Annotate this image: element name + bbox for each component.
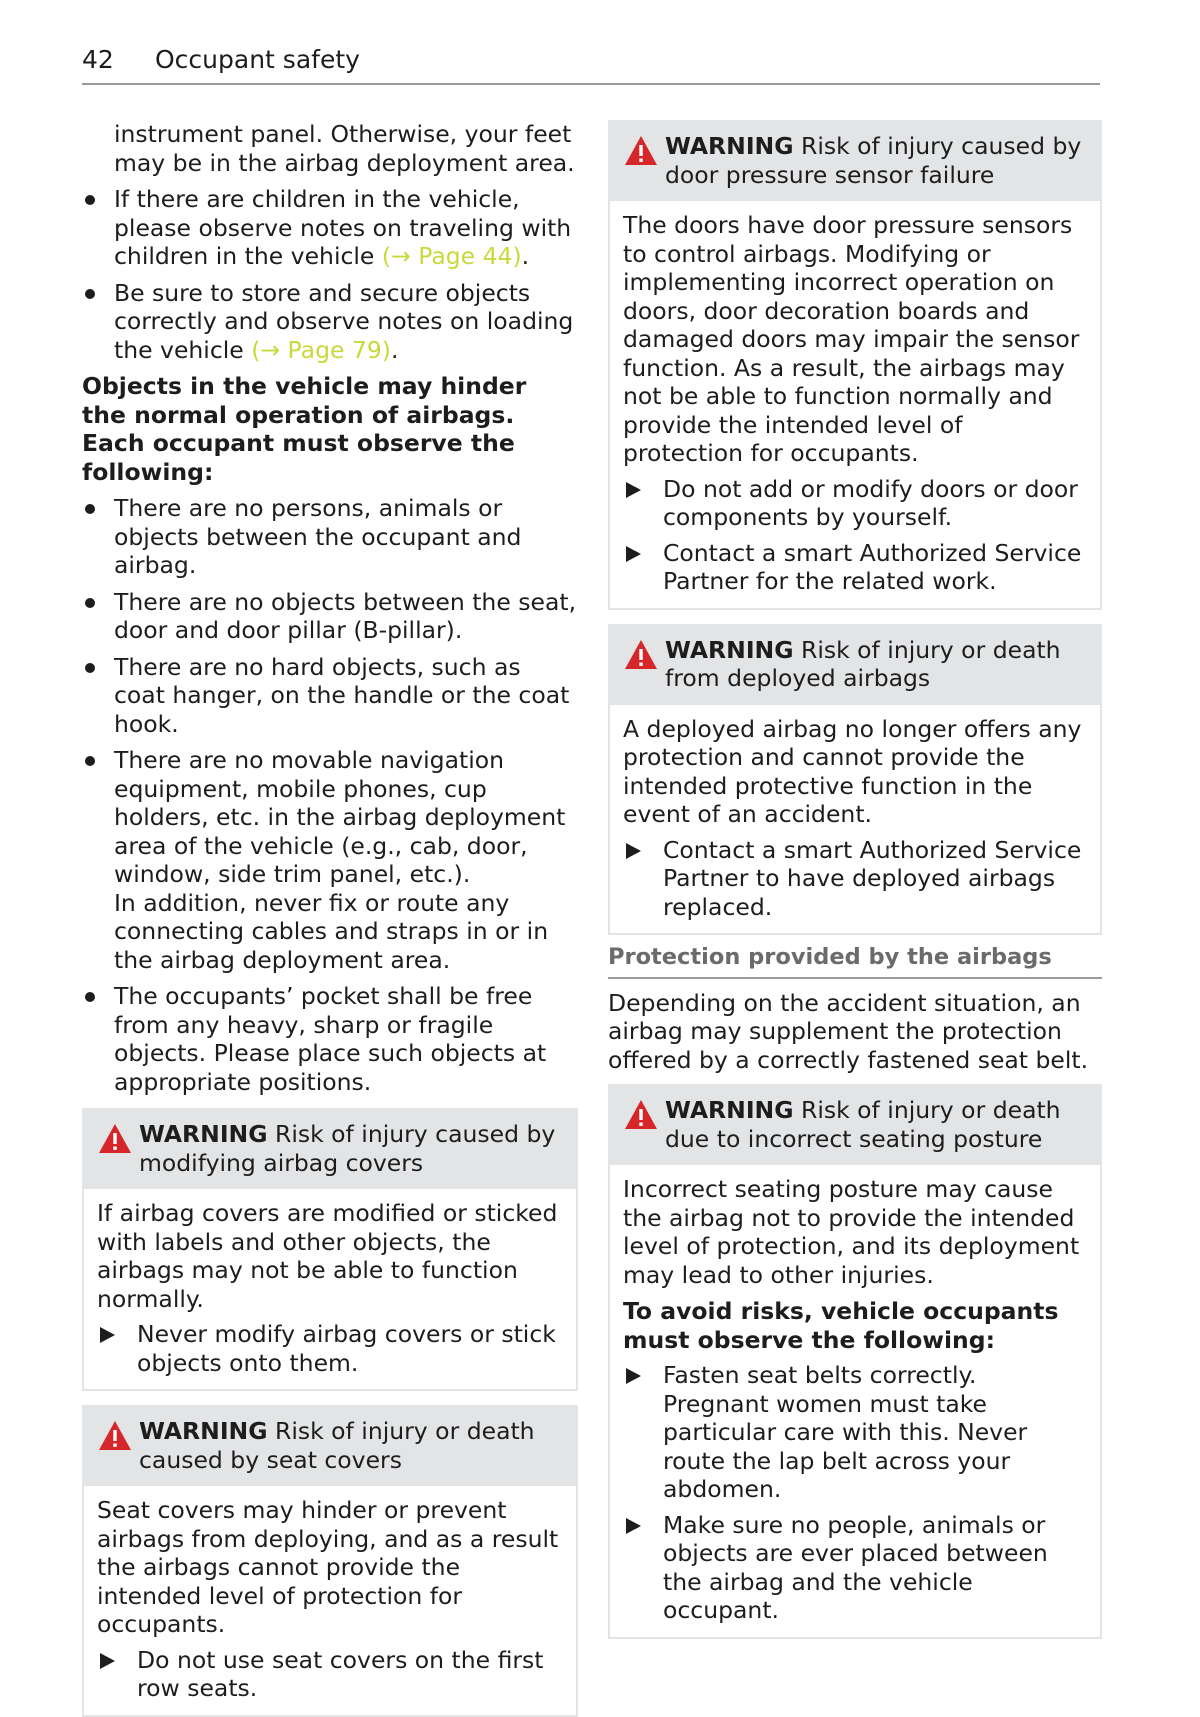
list-item xyxy=(82,494,578,580)
warning-header xyxy=(610,1086,1100,1165)
list-item xyxy=(82,982,578,1096)
list-item-text: The occupants’ pocket shall be free from any heavy, sharp or fragile objects. Please place such objects at appropriate positions. xyxy=(114,982,547,1096)
list-item-text: There are no objects between the seat, door and door pillar (B-pillar). xyxy=(114,587,577,644)
warning-triangle-icon xyxy=(624,1099,658,1130)
page-link[interactable]: (→ Page 44) xyxy=(381,242,522,270)
warning-triangle-icon xyxy=(624,639,658,670)
warning-text: The doors have door pressure sensors to control airbags. Modifying or implementing incorrect operation on doors, door decoration boards and damaged doors may impair the sensor function. As a result, the airbags may not be able to function normally and provide the intended level of protection for occupants. xyxy=(623,211,1080,467)
right-column xyxy=(608,120,1102,1639)
bullet-icon xyxy=(85,992,95,1002)
warning-header xyxy=(84,1407,576,1486)
instruction-text: Do not use seat covers on the first row seats. xyxy=(137,1645,544,1702)
arrow-right-icon xyxy=(626,843,641,859)
warning-title: Risk of injury or death from deployed airbags xyxy=(665,635,1061,692)
warning-box xyxy=(82,1108,578,1391)
page-header xyxy=(82,45,1100,85)
left-column xyxy=(82,120,578,1717)
list-item-tail: . xyxy=(390,335,399,364)
warning-box xyxy=(608,1084,1102,1639)
warning-text: Incorrect seating posture may cause the airbag not to provide the intended level of protection, and its deployment may lead to other injuries. xyxy=(623,1175,1080,1289)
bullet-icon xyxy=(85,289,95,299)
instruction-text: Never modify airbag covers or stick objects onto them. xyxy=(137,1320,556,1377)
list-item xyxy=(82,746,578,974)
warning-triangle-icon xyxy=(98,1420,132,1451)
list-item-text: There are no movable navigation equipment, mobile phones, cup holders, etc. in the airbag deployment area of the vehicle (e.g., cab, door, window, side trim panel, etc.). xyxy=(114,746,566,888)
arrow-right-icon xyxy=(626,1368,641,1384)
warning-box xyxy=(82,1405,578,1717)
warning-body xyxy=(610,201,1100,608)
instruction-list xyxy=(623,836,1088,922)
warning-body xyxy=(610,705,1100,934)
instruction-list xyxy=(623,475,1088,596)
section-text: Depending on the accident situation, an airbag may supplement the protection offered by a correctly fastened seat belt. xyxy=(608,988,1089,1074)
list-item-tail: . xyxy=(521,242,530,270)
section-title: Protection provided by the airbags xyxy=(608,943,1102,979)
instruction-text: Fasten seat belts correctly. Pregnant women must take particular care with this. Never route the lap belt across your abdomen. xyxy=(663,1361,1028,1503)
instruction-text: Contact a smart Authorized Service Partner for the related work. xyxy=(663,538,1082,595)
instruction-item xyxy=(623,539,1088,596)
bullet-icon xyxy=(85,663,95,673)
warning-label: WARNING xyxy=(139,1120,268,1148)
warning-box xyxy=(608,624,1102,936)
bullet-list-top xyxy=(82,185,578,364)
arrow-right-icon xyxy=(100,1653,115,1669)
warning-header xyxy=(610,626,1100,705)
bullet-icon xyxy=(85,504,95,514)
instruction-item xyxy=(623,836,1088,922)
list-item-text: There are no persons, animals or objects between the occupant and airbag. xyxy=(114,494,522,579)
warning-label: WARNING xyxy=(665,635,794,664)
bullet-list-objects xyxy=(82,494,578,1096)
warning-title: Risk of injury caused by door pressure sensor failure xyxy=(665,132,1082,189)
warning-body xyxy=(610,1165,1100,1637)
instruction-item xyxy=(97,1320,564,1377)
bullet-icon xyxy=(85,598,95,608)
warning-title: Risk of injury or death due to incorrect seating posture xyxy=(665,1096,1061,1153)
warning-triangle-icon xyxy=(98,1123,132,1154)
warning-title: Risk of injury or death caused by seat covers xyxy=(139,1417,535,1474)
instruction-list xyxy=(97,1320,564,1377)
warning-body xyxy=(84,1189,576,1389)
list-item-extra: In addition, never fix or route any connecting cables and straps in or in the airbag deployment area. xyxy=(114,888,549,974)
warning-text: If airbag covers are modified or sticked with labels and other objects, the airbags may not be able to function normally. xyxy=(97,1199,558,1313)
warning-text: A deployed airbag no longer offers any protection and cannot provide the intended protective function in the event of an accident. xyxy=(623,714,1082,828)
warning-body xyxy=(84,1486,576,1715)
warning-text: Seat covers may hinder or prevent airbags from deploying, and as a result the airbags cannot provide the intended level of protection for occupants. xyxy=(97,1496,559,1638)
list-item xyxy=(82,185,578,271)
list-item-text: There are no hard objects, such as coat hanger, on the handle or the coat hook. xyxy=(114,652,570,738)
warning-box xyxy=(608,120,1102,610)
page-number: 42 xyxy=(82,45,114,74)
instruction-text: Contact a smart Authorized Service Partner to have deployed airbags replaced. xyxy=(663,835,1082,921)
list-item-text: If there are children in the vehicle, please observe notes on traveling with children in the vehicle xyxy=(114,185,572,270)
list-item-text: Be sure to store and secure objects correctly and observe notes on loading the vehicle xyxy=(114,278,574,364)
instruction-list xyxy=(97,1646,564,1703)
arrow-right-icon xyxy=(626,1518,641,1534)
warning-label: WARNING xyxy=(665,132,794,160)
objects-heading: Objects in the vehicle may hinder the normal operation of airbags. Each occupant must observe the following: xyxy=(82,372,527,486)
warning-header xyxy=(84,1110,576,1189)
list-item xyxy=(82,653,578,739)
instruction-text: Do not add or modify doors or door components by yourself. xyxy=(663,474,1078,531)
instruction-text: Make sure no people, animals or objects are ever placed between the airbag and the vehicle occupant. xyxy=(663,1510,1048,1624)
instruction-item xyxy=(623,475,1088,532)
intro-continuation: instrument panel. Otherwise, your feet may be in the airbag deployment area. xyxy=(114,120,575,177)
page-link[interactable]: (→ Page 79) xyxy=(251,335,391,364)
list-item xyxy=(82,588,578,645)
bullet-icon xyxy=(85,756,95,766)
arrow-right-icon xyxy=(626,546,641,562)
list-item xyxy=(82,279,578,365)
bullet-icon xyxy=(85,195,95,205)
instruction-item xyxy=(97,1646,564,1703)
instruction-item xyxy=(623,1361,1088,1504)
warning-title: Risk of injury caused by modifying airbag covers xyxy=(139,1120,556,1177)
warning-label: WARNING xyxy=(665,1096,794,1124)
warning-label: WARNING xyxy=(139,1417,268,1445)
arrow-right-icon xyxy=(626,482,641,498)
warning-header xyxy=(610,122,1100,201)
warning-subheading: To avoid risks, vehicle occupants must observe the following: xyxy=(623,1297,1059,1354)
page-title: Occupant safety xyxy=(155,45,360,74)
warning-triangle-icon xyxy=(624,135,658,166)
instruction-list xyxy=(623,1361,1088,1625)
arrow-right-icon xyxy=(100,1327,115,1343)
instruction-item xyxy=(623,1511,1088,1625)
